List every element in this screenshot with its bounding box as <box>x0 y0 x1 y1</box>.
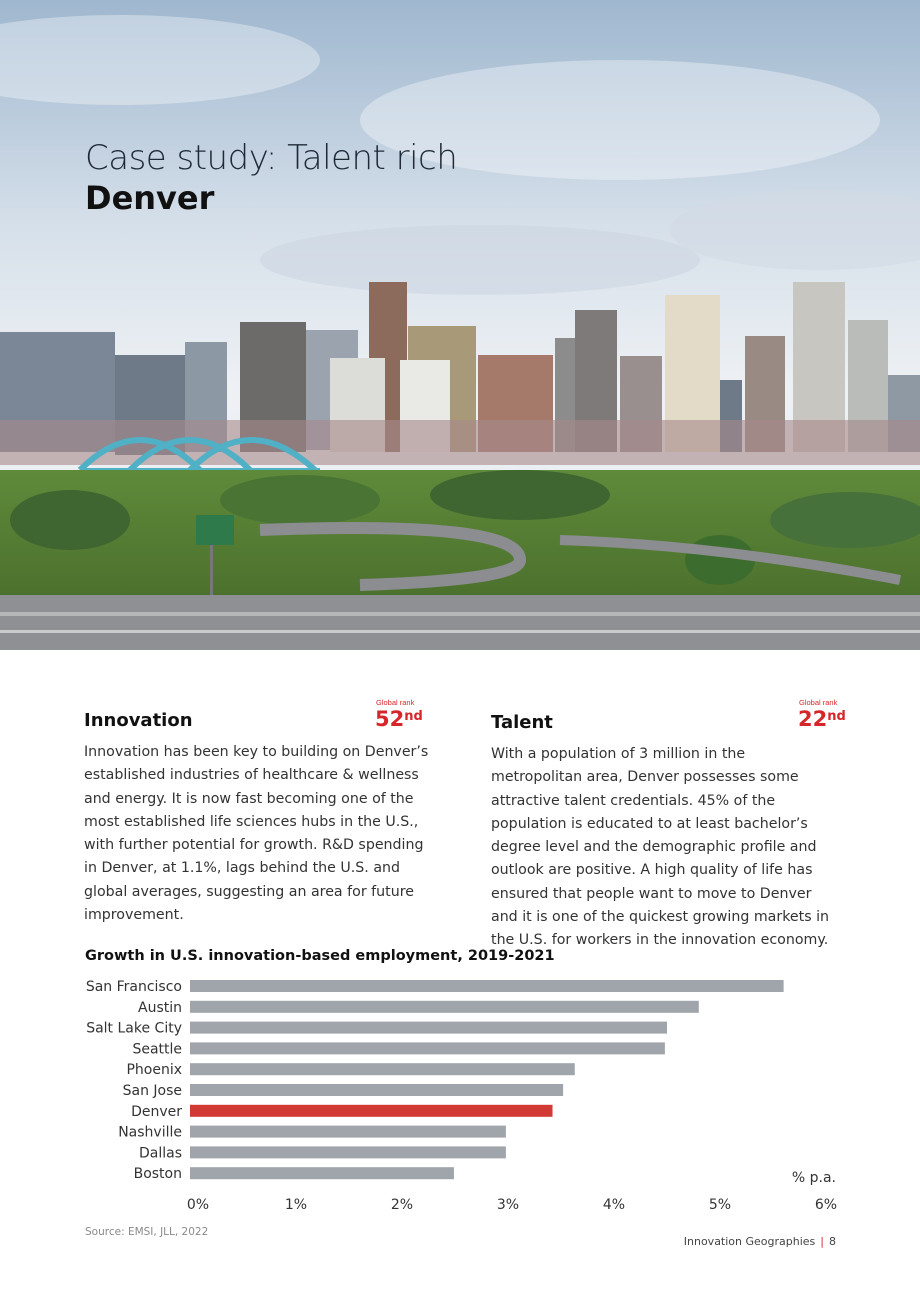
talent-body: With a population of 3 million in the metropolitan area, Denver possesses some attractive talent credentials. 45% of the population is educated to at least bachelor’s degree level and the demographic profile and outlook are positive. A high quality of life has ensured that people want to move to Denver and it is one of the quickest growing markets in the U.S. for workers in the innovation economy. <box>491 746 830 949</box>
category-label: San Francisco <box>85 979 182 995</box>
x-tick-label: 6% <box>814 1197 838 1213</box>
category-label: Boston <box>133 1166 182 1183</box>
talent-rank <box>798 698 846 731</box>
x-tick-label: 5% <box>708 1197 732 1213</box>
unit-label: % p.a. <box>791 1170 836 1186</box>
hero-photo <box>0 0 920 650</box>
chart-svg <box>0 975 920 1215</box>
x-tick-label: 0% <box>186 1197 210 1213</box>
hero-title-line1: Case study: Talent rich <box>85 138 458 178</box>
bar <box>190 1146 506 1158</box>
bar <box>190 980 784 992</box>
page-number: 8 <box>829 1235 836 1248</box>
bar <box>190 1167 454 1179</box>
bar <box>190 1042 665 1054</box>
talent-section <box>491 698 846 953</box>
bar <box>190 1084 563 1096</box>
denver-skyline-photo <box>0 0 920 650</box>
category-label: Denver <box>131 1103 182 1120</box>
category-label: Phoenix <box>126 1062 182 1079</box>
footer-separator: | <box>820 1235 824 1248</box>
category-label: Seattle <box>132 1041 182 1058</box>
chart-title: Growth in U.S. innovation-based employment, 2019-2021 <box>85 948 555 964</box>
innovation-rank <box>375 698 423 731</box>
x-tick-label: 2% <box>390 1197 414 1213</box>
category-label: Dallas <box>138 1145 182 1162</box>
hero-title <box>85 138 457 218</box>
x-tick-label: 3% <box>496 1197 520 1213</box>
x-tick-label: 1% <box>284 1197 308 1213</box>
innovation-rank-suffix: nd <box>404 709 423 724</box>
x-tick-label: 4% <box>602 1197 626 1213</box>
bar <box>190 1022 667 1034</box>
category-label: San Jose <box>122 1083 182 1099</box>
talent-rank-number: 22nd <box>798 707 846 731</box>
talent-rank-caption: Global rank <box>799 698 838 707</box>
category-label: Nashville <box>118 1124 182 1141</box>
page-footer <box>684 1235 836 1248</box>
innovation-rank-caption: Global rank <box>376 698 415 707</box>
category-label: Salt Lake City <box>86 1020 182 1037</box>
innovation-rank-number: 52nd <box>375 707 423 731</box>
innovation-heading: Innovation <box>84 710 193 731</box>
innovation-section <box>84 698 429 927</box>
hero-title-line2: Denver <box>85 179 215 217</box>
source-note: Source: EMSI, JLL, 2022 <box>85 1226 209 1238</box>
talent-heading: Talent <box>491 712 553 733</box>
bar-highlight <box>190 1105 553 1117</box>
bar <box>190 1063 575 1075</box>
innovation-body: Innovation has been key to building on Denver’s established industries of healthcare & wellness and energy. It is now fast becoming one of the most established life sciences hubs in the U.S., with further potential for growth. R&D spending in Denver, at 1.1%, lags behind the U.S. and global averages, suggesting an area for future improvement. <box>84 744 429 924</box>
category-label: Austin <box>138 999 182 1016</box>
employment-growth-chart <box>0 975 920 1215</box>
bar <box>190 1001 699 1013</box>
talent-rank-suffix: nd <box>827 709 846 724</box>
bar <box>190 1126 506 1138</box>
publication-name: Innovation Geographies <box>683 1235 816 1248</box>
